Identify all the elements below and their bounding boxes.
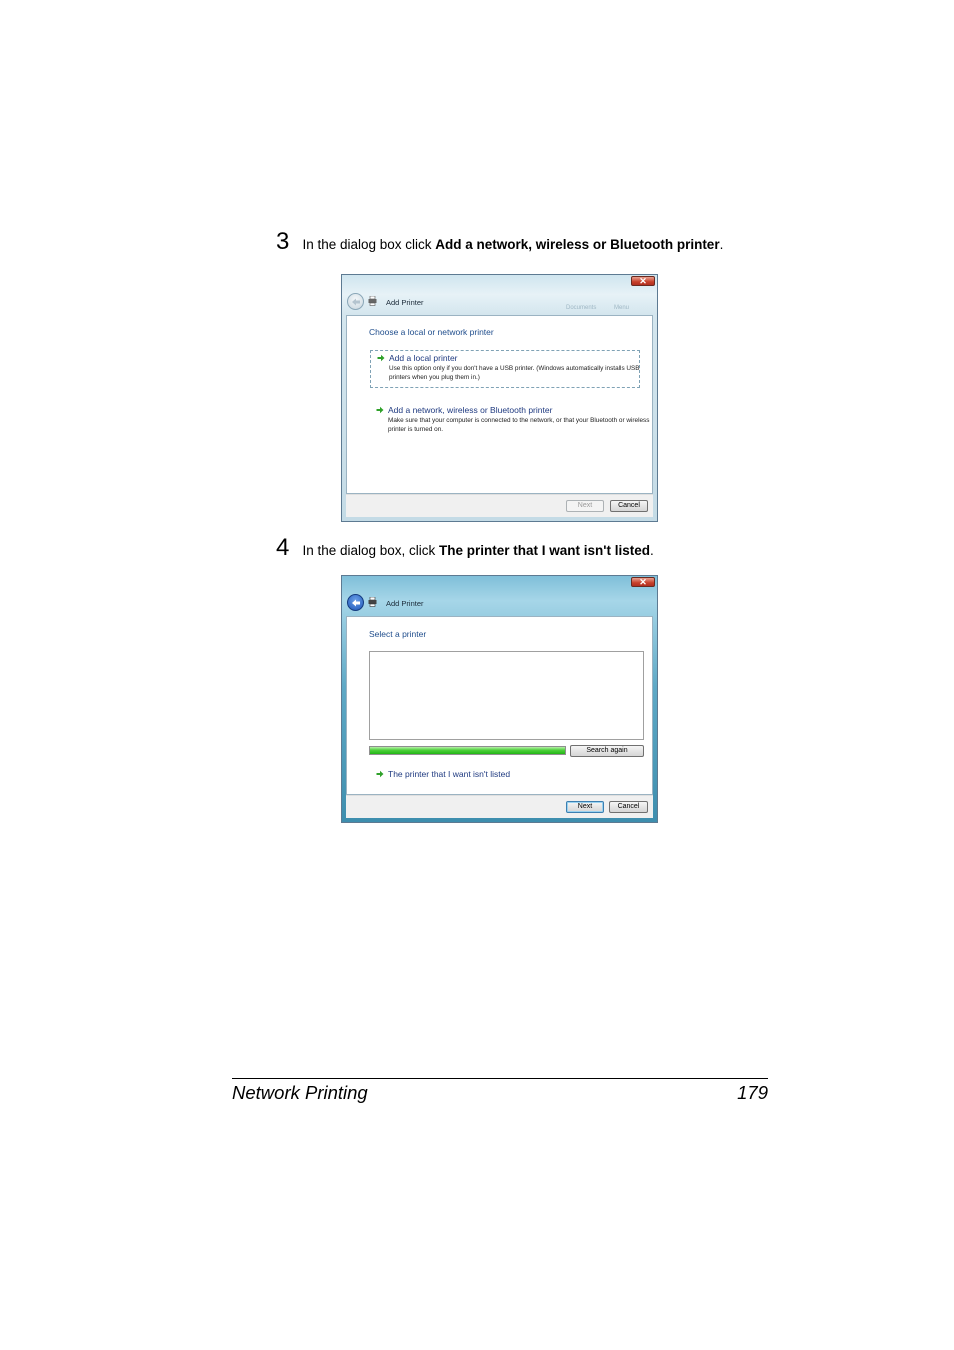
step-text-bold: The printer that I want isn't listed [439, 543, 651, 558]
add-printer-dialog-choose [341, 274, 658, 522]
title-bar [346, 593, 653, 615]
step-3-instruction [276, 230, 723, 254]
printer-icon [368, 296, 377, 306]
step-text-end: . [719, 237, 724, 252]
printer-not-listed-link[interactable] [370, 767, 532, 781]
back-button[interactable] [347, 293, 364, 310]
step-number: 4 [276, 534, 290, 561]
progress-fill [370, 747, 565, 754]
search-again-button[interactable]: Search again [570, 745, 644, 757]
printer-icon [368, 597, 377, 607]
dialog-footer [346, 795, 653, 818]
cancel-button[interactable]: Cancel [609, 801, 648, 813]
dialog-heading: Select a printer [369, 629, 427, 639]
step-text [302, 543, 653, 558]
dialog-content [346, 315, 653, 494]
green-arrow-icon [376, 406, 384, 414]
option-description: Make sure that your computer is connected to the network, or that your Bluetooth or wireless printer is turned on. [388, 417, 650, 433]
dialog-heading: Choose a local or network printer [369, 327, 494, 337]
step-4-instruction [276, 536, 654, 560]
step-number: 3 [276, 228, 290, 255]
next-button[interactable]: Next [566, 500, 604, 512]
faint-toolbar-item: Documents [566, 305, 597, 311]
dialog-footer [346, 494, 653, 517]
printer-list[interactable] [369, 651, 644, 740]
window-title: Add Printer [386, 599, 424, 608]
step-text-bold: Add a network, wireless or Bluetooth printer [435, 237, 720, 252]
back-arrow-icon [351, 298, 361, 306]
close-button[interactable]: ✕ [631, 276, 655, 286]
title-bar [346, 292, 653, 314]
step-text-plain: In the dialog box click [302, 237, 436, 252]
dialog-content [346, 616, 653, 795]
back-button[interactable] [347, 594, 364, 611]
green-arrow-icon [377, 354, 385, 362]
window-title: Add Printer [386, 298, 424, 307]
footer-rule [232, 1078, 768, 1079]
link-label: The printer that I want isn't listed [388, 769, 511, 779]
option-title: Add a network, wireless or Bluetooth printer [388, 405, 553, 415]
back-arrow-icon [351, 599, 361, 607]
faint-toolbar-item: Menu [614, 305, 630, 311]
footer-page-number: 179 [737, 1082, 768, 1103]
option-add-local-printer[interactable] [370, 350, 640, 388]
next-button[interactable]: Next [566, 801, 604, 813]
footer-section-title: Network Printing [232, 1082, 368, 1103]
cancel-button[interactable]: Cancel [610, 500, 648, 512]
option-add-network-printer[interactable] [370, 403, 650, 437]
add-printer-dialog-select [341, 575, 658, 823]
search-progress-bar [369, 746, 566, 755]
close-button[interactable]: ✕ [631, 577, 655, 587]
option-description: Use this option only if you don't have a USB printer. (Windows automatically installs USB printers when you plug them in.) [389, 365, 640, 381]
step-text [302, 237, 723, 252]
option-title: Add a local printer [389, 353, 458, 363]
green-arrow-icon [376, 770, 384, 778]
step-text-end: . [650, 543, 654, 558]
step-text-plain: In the dialog box, click [302, 543, 440, 558]
